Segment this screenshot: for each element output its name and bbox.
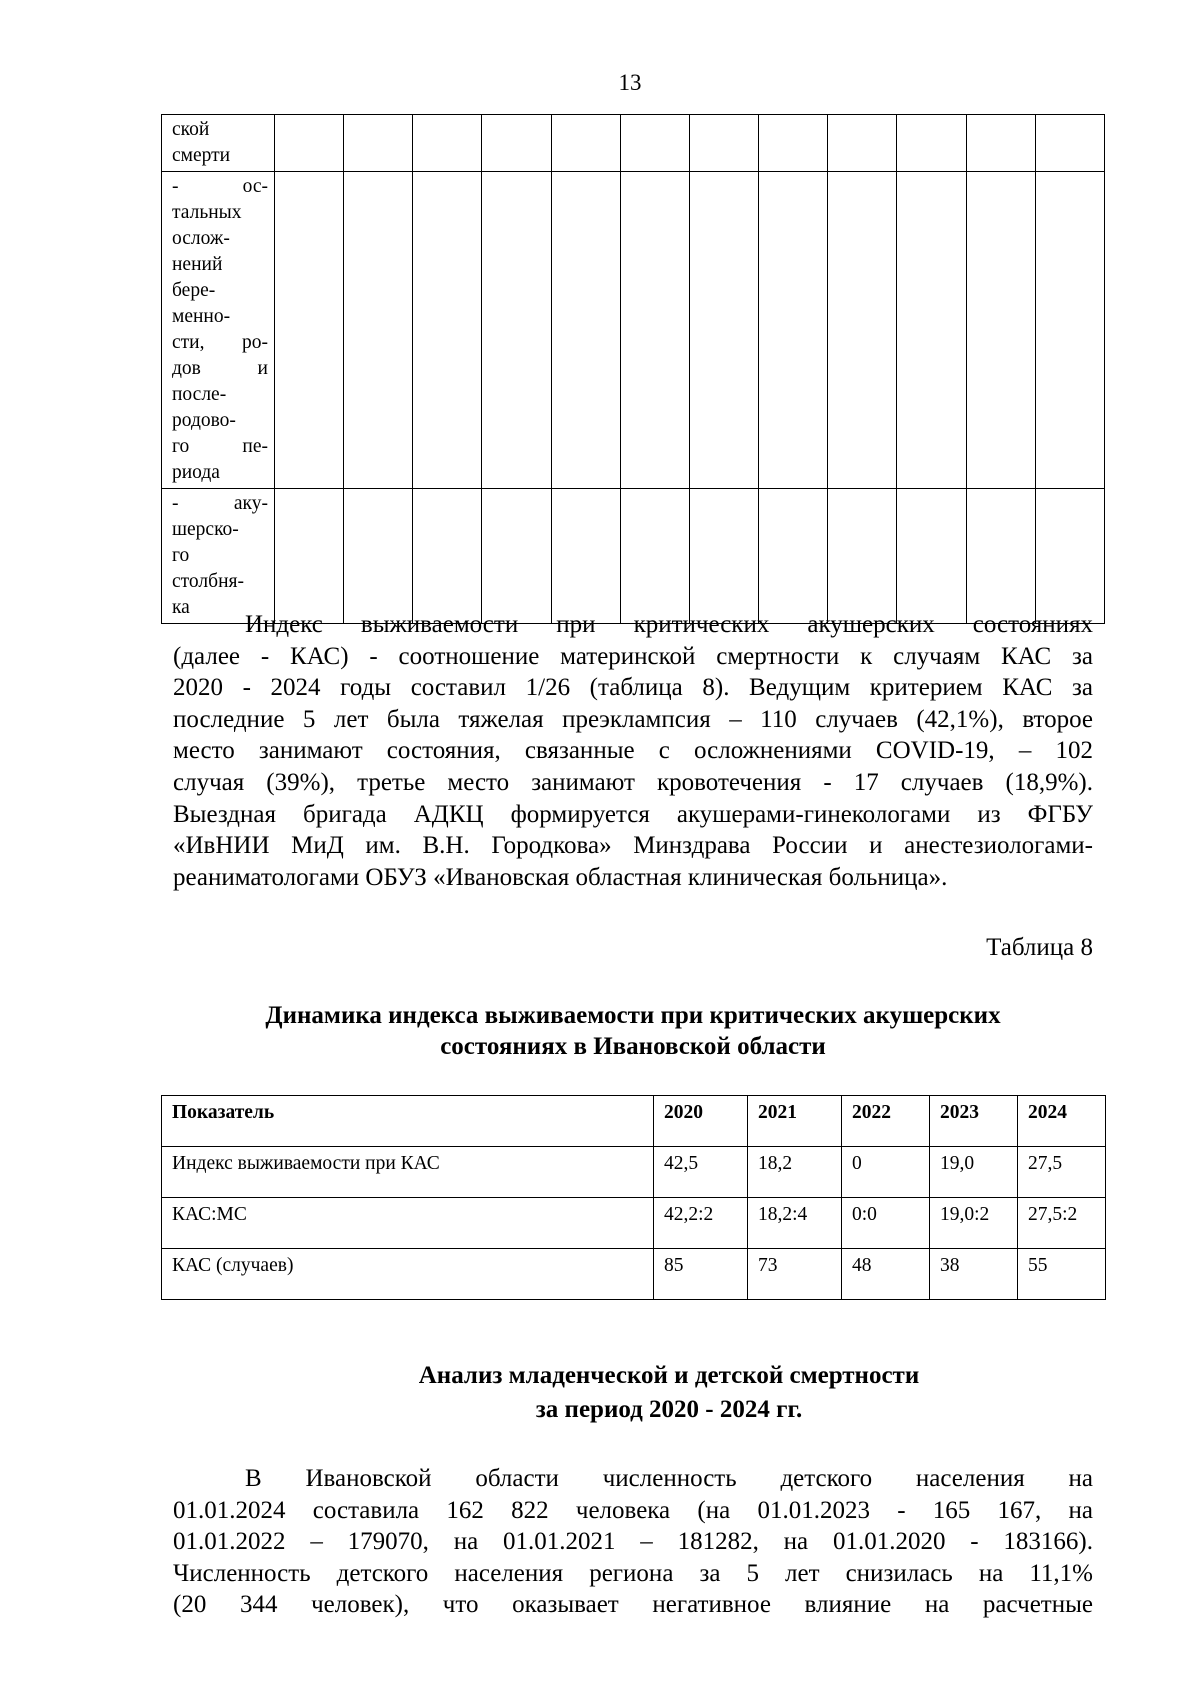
label-line: нений: [172, 254, 223, 275]
header-cell: Показатель: [162, 1096, 654, 1147]
empty-cell: [689, 489, 758, 624]
label-line: - аку-: [172, 493, 268, 514]
paragraph-child-population: [173, 1463, 1093, 1621]
empty-cell: [828, 172, 897, 489]
paragraph-kas: [173, 609, 1093, 893]
empty-cell: [1035, 115, 1104, 172]
text-line: (20 344 человек), что оказывает негативное влияние на расчетные: [173, 1591, 1093, 1619]
row-label: [162, 489, 275, 624]
text-line: «ИвНИИ МиД им. В.Н. Городкова» Минздрава России и анестезиологами-: [173, 832, 1093, 860]
table-cell: 0:0: [842, 1198, 930, 1249]
label-line: дов и: [172, 358, 268, 379]
label-line: после-: [172, 384, 227, 405]
empty-cell: [413, 489, 482, 624]
header-cell: 2024: [1018, 1096, 1106, 1147]
label-line: столбня-: [172, 571, 244, 592]
text-line: Индекс выживаемости при критических акушерских состояниях: [245, 611, 1093, 638]
empty-cell: [275, 489, 344, 624]
table-cell: 27,5:2: [1018, 1198, 1106, 1249]
empty-cell: [897, 172, 966, 489]
empty-cell: [482, 172, 551, 489]
page-number: 13: [618, 70, 642, 95]
empty-cell: [759, 115, 828, 172]
table-cell: 19,0:2: [930, 1198, 1018, 1249]
text-line: случая (39%), третье место занимают кровотечения - 17 случаев (18,9%).: [173, 768, 1093, 796]
title-line: состояниях в Ивановской области: [440, 1033, 826, 1060]
table-cell: 48: [842, 1249, 930, 1300]
empty-cell: [828, 489, 897, 624]
table-cell: Индекс выживаемости при КАС: [162, 1147, 654, 1198]
empty-cell: [897, 115, 966, 172]
empty-cell: [620, 115, 689, 172]
table-row: [162, 489, 1105, 624]
table-cell: 0: [842, 1147, 930, 1198]
label-line: сти, ро-: [172, 332, 268, 353]
text-line: (далее - КАС) - соотношение материнской смертности к случаям КАС за: [173, 642, 1093, 670]
table-row: [162, 1249, 1106, 1300]
header-cell: 2020: [654, 1096, 748, 1147]
empty-cell: [1035, 172, 1104, 489]
label-line: бере-: [172, 280, 216, 301]
label-line: - ос-: [172, 176, 268, 197]
table-cell: 27,5: [1018, 1147, 1106, 1198]
empty-cell: [413, 115, 482, 172]
empty-cell: [759, 489, 828, 624]
row-label: [162, 115, 275, 172]
text-line: В Ивановской области численность детского населения на: [245, 1465, 1093, 1492]
empty-cell: [413, 172, 482, 489]
label-line: ка: [172, 597, 190, 618]
table-row: [162, 1198, 1106, 1249]
row-label: [162, 172, 275, 489]
title-line: Динамика индекса выживаемости при критических акушерских: [265, 1002, 1001, 1029]
empty-cell: [344, 172, 413, 489]
table-cell: 42,2:2: [654, 1198, 748, 1249]
text-line: 2020 - 2024 годы составил 1/26 (таблица 8). Ведущим критерием КАС за: [173, 674, 1093, 702]
text-line: Выездная бригада АДКЦ формируется акушерами-гинекологами из ФГБУ: [173, 800, 1093, 828]
empty-cell: [966, 172, 1035, 489]
text-line: последние 5 лет была тяжелая преэклампсия – 110 случаев (42,1%), второе: [173, 705, 1093, 733]
empty-cell: [689, 172, 758, 489]
empty-cell: [551, 115, 620, 172]
label-line: менно-: [172, 306, 231, 327]
empty-cell: [966, 489, 1035, 624]
empty-cell: [482, 115, 551, 172]
survival-index-table: [161, 1095, 1106, 1300]
label-line: го: [172, 545, 190, 566]
empty-cell: [828, 115, 897, 172]
empty-cell: [344, 115, 413, 172]
table-cell: 18,2:4: [748, 1198, 842, 1249]
table-header-row: [162, 1096, 1106, 1147]
label-line: ослож-: [172, 228, 230, 249]
table-label: Таблица 8: [986, 934, 1093, 961]
label-line: тальных: [172, 202, 242, 223]
label-line: смерти: [172, 145, 231, 166]
empty-cell: [759, 172, 828, 489]
empty-cell: [897, 489, 966, 624]
label-line: родово-: [172, 410, 236, 431]
text-line: 01.01.2022 – 179070, на 01.01.2021 – 181282, на 01.01.2020 - 183166).: [173, 1528, 1093, 1556]
empty-cell: [620, 489, 689, 624]
table-cell: 73: [748, 1249, 842, 1300]
empty-cell: [344, 489, 413, 624]
table-row: [162, 1147, 1106, 1198]
label-line: шерско-: [172, 519, 239, 540]
table-row: [162, 172, 1105, 489]
empty-cell: [689, 115, 758, 172]
top-table: [161, 114, 1105, 624]
empty-cell: [275, 115, 344, 172]
table-cell: 42,5: [654, 1147, 748, 1198]
empty-cell: [551, 489, 620, 624]
empty-cell: [482, 489, 551, 624]
text-line: место занимают состояния, связанные с осложнениями COVID-19, – 102: [173, 737, 1093, 765]
header-cell: 2022: [842, 1096, 930, 1147]
empty-cell: [275, 172, 344, 489]
text-line: 01.01.2024 составила 162 822 человека (на 01.01.2023 - 165 167, на: [173, 1496, 1093, 1524]
label-line: ской: [172, 119, 210, 140]
table-cell: КАС:МС: [162, 1198, 654, 1249]
table-cell: 85: [654, 1249, 748, 1300]
table-cell: 38: [930, 1249, 1018, 1300]
text-line: реаниматологами ОБУЗ «Ивановская областная клиническая больница».: [173, 863, 948, 891]
empty-cell: [966, 115, 1035, 172]
table-cell: 55: [1018, 1249, 1106, 1300]
empty-cell: [620, 172, 689, 489]
label-line: риода: [172, 462, 220, 483]
header-cell: 2021: [748, 1096, 842, 1147]
text-line: Численность детского населения региона за 5 лет снизилась на 11,1%: [173, 1559, 1093, 1587]
header-cell: 2023: [930, 1096, 1018, 1147]
table-row: [162, 115, 1105, 172]
heading-line: Анализ младенческой и детской смертности: [418, 1362, 920, 1389]
table-cell: 19,0: [930, 1147, 1018, 1198]
section-heading: [161, 1359, 1177, 1427]
empty-cell: [551, 172, 620, 489]
table-title: [161, 1000, 1105, 1062]
empty-cell: [1035, 489, 1104, 624]
label-line: го пе-: [172, 436, 268, 457]
table-cell: 18,2: [748, 1147, 842, 1198]
table-cell: КАС (случаев): [162, 1249, 654, 1300]
heading-line: за период 2020 - 2024 гг.: [535, 1396, 803, 1423]
